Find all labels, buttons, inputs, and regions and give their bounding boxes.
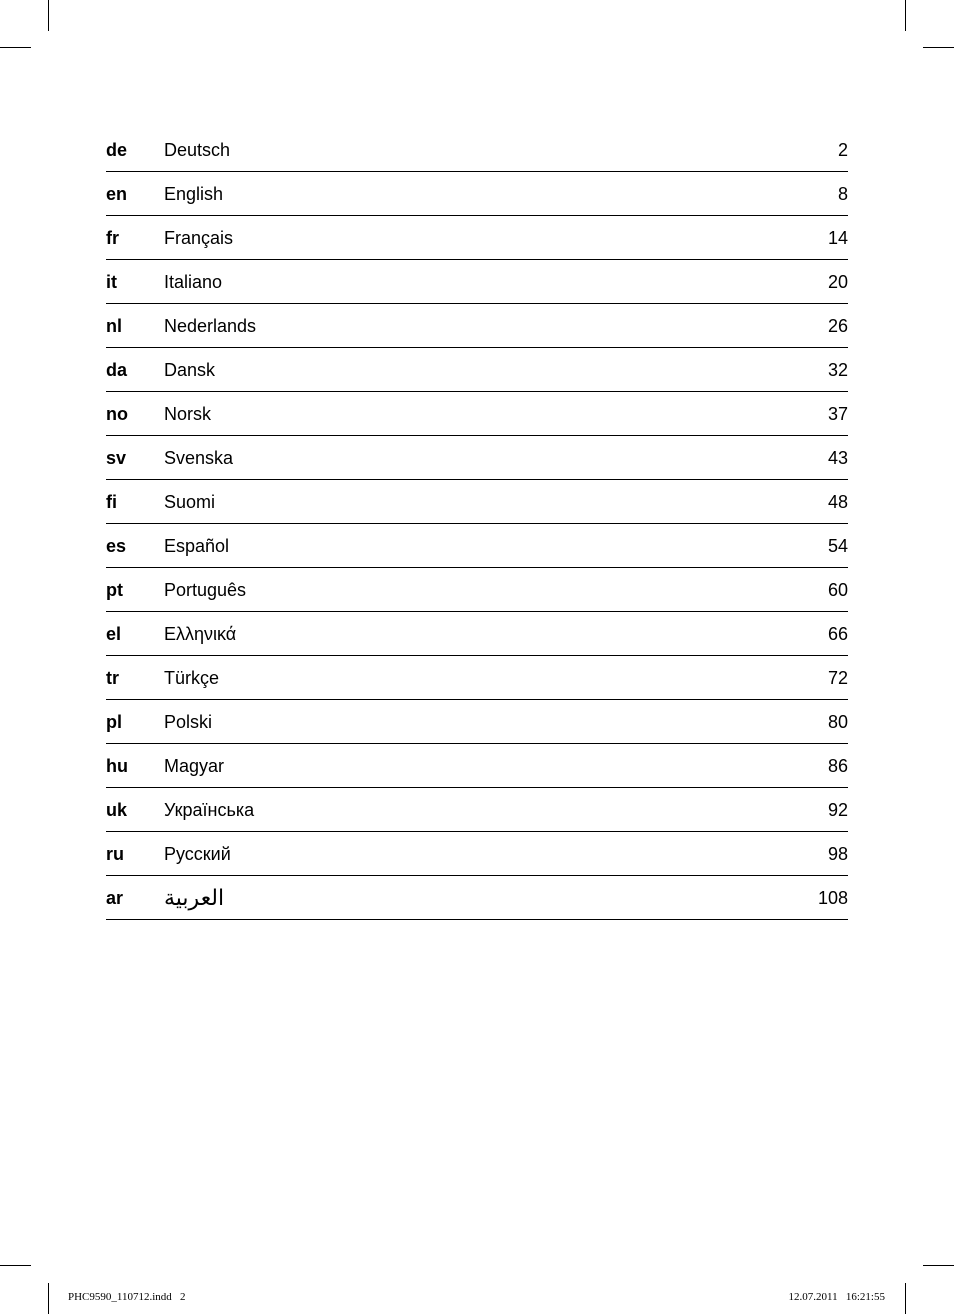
language-code: nl — [106, 315, 122, 336]
language-name: Norsk — [164, 403, 212, 424]
page-number: 92 — [827, 799, 848, 820]
page-number: 108 — [817, 887, 848, 908]
language-code: sv — [106, 447, 127, 468]
toc-row[interactable] — [106, 612, 848, 656]
language-name: Русский — [164, 843, 231, 864]
toc-row[interactable] — [106, 876, 848, 920]
toc-row[interactable] — [106, 128, 848, 172]
language-code: es — [106, 535, 127, 556]
page-number: 2 — [837, 139, 848, 160]
language-name: Polski — [164, 711, 213, 732]
page-number: 86 — [827, 755, 848, 776]
page-number: 32 — [827, 359, 848, 380]
language-name: Deutsch — [164, 139, 231, 160]
slug-timestamp: 12.07.2011 16:21:55 — [788, 1291, 885, 1303]
toc-row[interactable] — [106, 832, 848, 876]
toc-row[interactable] — [106, 568, 848, 612]
language-name: Ελληνικά — [164, 623, 237, 644]
page-number: 14 — [827, 227, 848, 248]
language-name: Italiano — [164, 271, 223, 292]
page-number: 98 — [827, 843, 848, 864]
language-code: da — [106, 359, 128, 380]
language-code: el — [106, 623, 122, 644]
toc-row[interactable] — [106, 788, 848, 832]
crop-mark-top-right-horizontal — [923, 47, 954, 48]
language-name: Dansk — [164, 359, 216, 380]
language-code: de — [106, 139, 128, 160]
language-name: Українська — [164, 799, 255, 820]
crop-mark-bottom-left-horizontal — [0, 1265, 31, 1266]
language-code: ru — [106, 843, 124, 864]
crop-mark-top-left-vertical — [48, 0, 49, 31]
language-code: en — [106, 183, 128, 204]
toc-row[interactable] — [106, 392, 848, 436]
page-number: 8 — [837, 183, 848, 204]
language-name: Magyar — [164, 755, 225, 776]
toc-row[interactable] — [106, 304, 848, 348]
toc-row[interactable] — [106, 480, 848, 524]
page-number: 72 — [827, 667, 848, 688]
page-number: 43 — [827, 447, 848, 468]
language-code: pt — [106, 579, 123, 600]
language-code: hu — [106, 755, 128, 776]
toc-row[interactable] — [106, 744, 848, 788]
toc-row[interactable] — [106, 524, 848, 568]
language-code: uk — [106, 799, 128, 820]
language-code: it — [106, 271, 117, 292]
page-number: 80 — [827, 711, 848, 732]
crop-mark-top-right-vertical — [905, 0, 906, 31]
language-code: no — [106, 403, 128, 424]
page-number: 66 — [827, 623, 848, 644]
language-name: Nederlands — [164, 315, 257, 336]
language-name: Türkçe — [164, 667, 220, 688]
language-name: Español — [164, 535, 230, 556]
language-name: Français — [164, 227, 234, 248]
language-code: fr — [106, 227, 119, 248]
crop-mark-bottom-right-vertical — [905, 1283, 906, 1314]
page-number: 37 — [827, 403, 848, 424]
language-name: Svenska — [164, 447, 234, 468]
toc-row[interactable] — [106, 348, 848, 392]
language-code: ar — [106, 887, 124, 908]
language-name: Suomi — [164, 491, 216, 512]
language-code: fi — [106, 491, 117, 512]
page-number: 20 — [827, 271, 848, 292]
language-name: English — [164, 183, 224, 204]
toc-row[interactable] — [106, 216, 848, 260]
language-code: pl — [106, 711, 122, 732]
toc-row[interactable] — [106, 260, 848, 304]
toc-row[interactable] — [106, 656, 848, 700]
language-name: Português — [164, 579, 247, 600]
page-number: 26 — [827, 315, 848, 336]
language-index — [106, 128, 848, 920]
toc-row[interactable] — [106, 172, 848, 216]
slug-file-name: PHC9590_110712.indd 2 — [68, 1291, 186, 1303]
crop-mark-bottom-left-vertical — [48, 1283, 49, 1314]
toc-row[interactable] — [106, 700, 848, 744]
page-number: 54 — [827, 535, 848, 556]
page-number: 60 — [827, 579, 848, 600]
crop-mark-top-left-horizontal — [0, 47, 31, 48]
language-name: العربية — [164, 884, 225, 910]
language-code: tr — [106, 667, 119, 688]
crop-mark-bottom-right-horizontal — [923, 1265, 954, 1266]
toc-row[interactable] — [106, 436, 848, 480]
page-number: 48 — [827, 491, 848, 512]
